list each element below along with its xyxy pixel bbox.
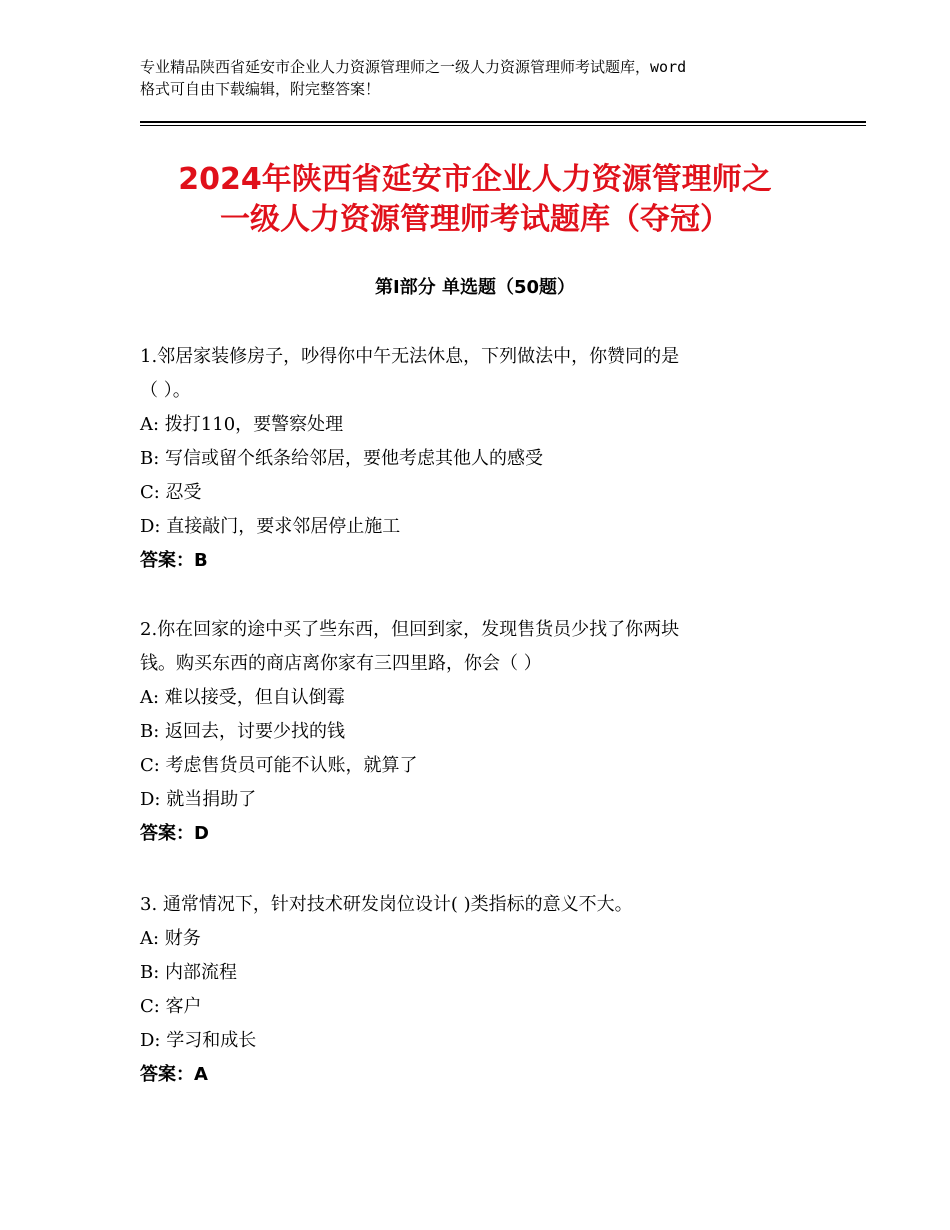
header-line-1: 专业精品陕西省延安市企业人力资源管理师之一级人力资源管理师考试题库，word [140, 58, 687, 76]
title-line-2: 一级人力资源管理师考试题库（夺冠） [220, 202, 730, 237]
question-stem: 1.邻居家装修房子，吵得你中午无法休息，下列做法中，你赞同的是 [140, 346, 680, 367]
option-c: C: 考虑售货员可能不认账，就算了 [140, 755, 418, 776]
question-stem: 3. 通常情况下，针对技术研发岗位设计( )类指标的意义不大。 [140, 894, 633, 915]
question-2 [140, 613, 820, 851]
answer: 答案：A [140, 1064, 208, 1085]
page-header [140, 56, 830, 100]
option-a: A: 拨打110，要警察处理 [140, 414, 344, 435]
option-c: C: 客户 [140, 996, 202, 1017]
header-line-2: 格式可自由下载编辑，附完整答案！ [140, 80, 381, 98]
question-stem-cont: （ ）。 [140, 380, 191, 401]
answer: 答案：B [140, 550, 208, 571]
option-b: B: 写信或留个纸条给邻居，要他考虑其他人的感受 [140, 448, 544, 469]
question-3 [140, 888, 820, 1092]
document-title [100, 160, 850, 240]
option-d: D: 就当捐助了 [140, 789, 257, 810]
option-a: A: 难以接受，但自认倒霉 [140, 687, 345, 708]
option-d: D: 直接敲门，要求邻居停止施工 [140, 516, 401, 537]
question-stem: 2.你在回家的途中买了些东西，但回到家，发现售货员少找了你两块 [140, 619, 680, 640]
option-d: D: 学习和成长 [140, 1030, 257, 1051]
option-b: B: 返回去，讨要少找的钱 [140, 721, 346, 742]
header-divider-thick [140, 121, 866, 123]
option-b: B: 内部流程 [140, 962, 238, 983]
option-c: C: 忍受 [140, 482, 202, 503]
header-divider-thin [140, 125, 866, 126]
question-1 [140, 340, 820, 578]
question-stem-cont: 钱。购买东西的商店离你家有三四里路，你会（ ） [140, 653, 542, 674]
section-title: 第Ⅰ部分 单选题（50题） [374, 277, 575, 298]
option-a: A: 财务 [140, 928, 201, 949]
title-line-1: 2024年陕西省延安市企业人力资源管理师之 [178, 162, 772, 197]
answer: 答案：D [140, 823, 209, 844]
